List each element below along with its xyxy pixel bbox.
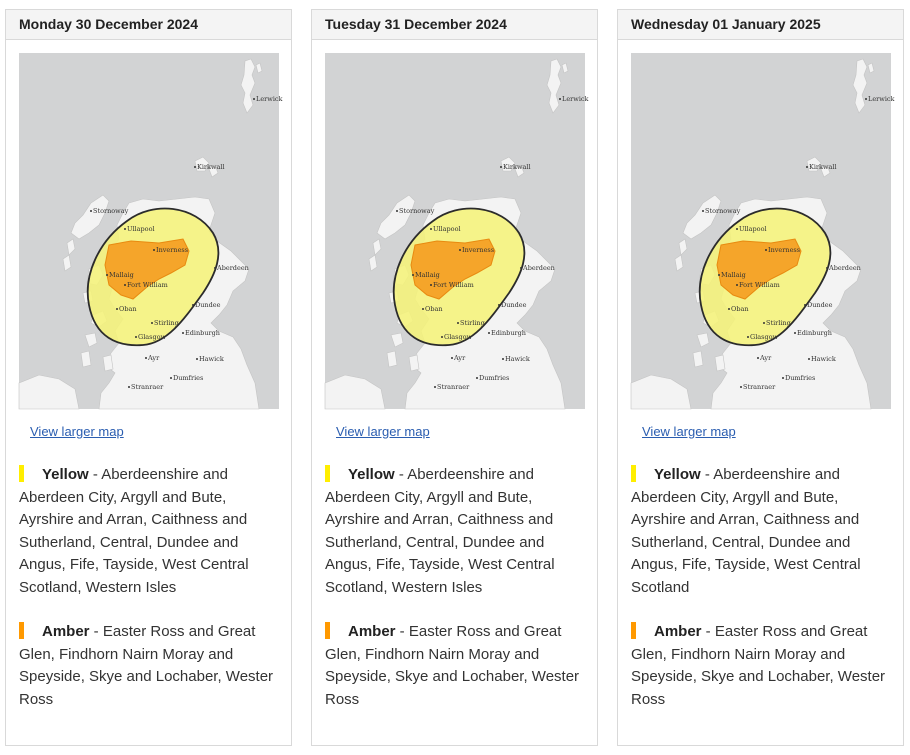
place-label: Kirkwall bbox=[809, 163, 837, 171]
place-label: Inverness bbox=[156, 246, 189, 254]
place-label: Stranraer bbox=[437, 383, 470, 391]
place-label: Stirling bbox=[460, 319, 485, 327]
place-label: Fort William bbox=[739, 281, 780, 289]
amber-level-swatch bbox=[631, 622, 636, 639]
place-label: Aberdeen bbox=[217, 264, 249, 272]
amber-level-swatch bbox=[19, 622, 24, 639]
place-label: Stornoway bbox=[705, 207, 741, 215]
day-date-heading: Tuesday 31 December 2024 bbox=[312, 10, 597, 40]
warning-day-card bbox=[311, 9, 598, 746]
place-label: Edinburgh bbox=[185, 329, 220, 337]
place-label: Hawick bbox=[505, 355, 530, 363]
yellow-warning-regions bbox=[325, 464, 583, 599]
place-label: Inverness bbox=[768, 246, 801, 254]
place-label: Dumfries bbox=[173, 374, 204, 382]
place-label: Stirling bbox=[766, 319, 791, 327]
yellow-level-label: Yellow bbox=[42, 466, 89, 483]
place-label: Stornoway bbox=[93, 207, 129, 215]
yellow-level-swatch bbox=[325, 465, 330, 482]
amber-warning-regions bbox=[325, 621, 583, 711]
yellow-level-swatch bbox=[19, 465, 24, 482]
amber-warning-regions bbox=[631, 621, 889, 711]
place-label: Stranraer bbox=[743, 383, 776, 391]
place-label: Ayr bbox=[148, 354, 160, 362]
place-label: Aberdeen bbox=[829, 264, 861, 272]
place-label: Oban bbox=[119, 305, 137, 313]
warning-day-card bbox=[5, 9, 292, 746]
yellow-region-list: - Aberdeenshire and Aberdeen City, Argyll and Bute, Ayrshire and Arran, Caithness and Sutherland, Central, Dundee and Angus, Fife, Tayside, West Central Scotland bbox=[631, 466, 861, 596]
place-label: Oban bbox=[731, 305, 749, 313]
view-larger-map-link[interactable]: View larger map bbox=[30, 424, 124, 439]
amber-level-swatch bbox=[325, 622, 330, 639]
yellow-level-label: Yellow bbox=[654, 466, 701, 483]
place-label: Ayr bbox=[760, 354, 772, 362]
amber-warning-regions bbox=[19, 621, 277, 711]
amber-region-list: - Easter Ross and Great Glen, Findhorn Nairn Moray and Speyside, Skye and Lochaber, Wester Ross bbox=[325, 623, 580, 708]
place-label: Inverness bbox=[462, 246, 495, 254]
place-label: Mallaig bbox=[721, 271, 746, 279]
place-label: Dundee bbox=[807, 301, 833, 309]
place-label: Mallaig bbox=[415, 271, 440, 279]
yellow-level-swatch bbox=[631, 465, 636, 482]
place-label: Hawick bbox=[199, 355, 224, 363]
place-label: Ullapool bbox=[433, 225, 461, 233]
place-label: Stirling bbox=[154, 319, 179, 327]
amber-level-label: Amber bbox=[654, 623, 702, 640]
place-label: Stornoway bbox=[399, 207, 435, 215]
warning-day-card bbox=[617, 9, 904, 746]
place-label: Ayr bbox=[454, 354, 466, 362]
view-larger-map-link[interactable]: View larger map bbox=[642, 424, 736, 439]
place-label: Lerwick bbox=[868, 95, 895, 103]
place-label: Lerwick bbox=[256, 95, 283, 103]
yellow-warning-regions bbox=[631, 464, 889, 599]
place-label: Ullapool bbox=[127, 225, 155, 233]
place-label: Dumfries bbox=[479, 374, 510, 382]
yellow-warning-regions bbox=[19, 464, 277, 599]
place-label: Edinburgh bbox=[797, 329, 832, 337]
place-label: Glasgow bbox=[444, 333, 473, 341]
place-label: Fort William bbox=[127, 281, 168, 289]
place-label: Edinburgh bbox=[491, 329, 526, 337]
place-label: Kirkwall bbox=[503, 163, 531, 171]
place-label: Dundee bbox=[195, 301, 221, 309]
amber-level-label: Amber bbox=[42, 623, 90, 640]
place-label: Mallaig bbox=[109, 271, 134, 279]
yellow-region-list: - Aberdeenshire and Aberdeen City, Argyll and Bute, Ayrshire and Arran, Caithness and Sutherland, Central, Dundee and Angus, Fife, Tayside, West Central Scotland, Western Isles bbox=[19, 466, 249, 596]
amber-level-label: Amber bbox=[348, 623, 396, 640]
place-label: Lerwick bbox=[562, 95, 589, 103]
place-label: Glasgow bbox=[750, 333, 779, 341]
place-label: Oban bbox=[425, 305, 443, 313]
place-label: Hawick bbox=[811, 355, 836, 363]
yellow-region-list: - Aberdeenshire and Aberdeen City, Argyll and Bute, Ayrshire and Arran, Caithness and Sutherland, Central, Dundee and Angus, Fife, Tayside, West Central Scotland, Western Isles bbox=[325, 466, 555, 596]
amber-region-list: - Easter Ross and Great Glen, Findhorn Nairn Moray and Speyside, Skye and Lochaber, Wester Ross bbox=[19, 623, 274, 708]
place-label: Dundee bbox=[501, 301, 527, 309]
place-label: Kirkwall bbox=[197, 163, 225, 171]
view-larger-map-link[interactable]: View larger map bbox=[336, 424, 430, 439]
place-label: Ullapool bbox=[739, 225, 767, 233]
place-label: Glasgow bbox=[138, 333, 167, 341]
place-label: Fort William bbox=[433, 281, 474, 289]
amber-region-list: - Easter Ross and Great Glen, Findhorn Nairn Moray and Speyside, Skye and Lochaber, Wester Ross bbox=[631, 623, 886, 708]
place-label: Dumfries bbox=[785, 374, 816, 382]
place-label: Aberdeen bbox=[523, 264, 555, 272]
warning-area-map[interactable] bbox=[631, 53, 895, 409]
yellow-level-label: Yellow bbox=[348, 466, 395, 483]
place-label: Stranraer bbox=[131, 383, 164, 391]
day-date-heading: Monday 30 December 2024 bbox=[6, 10, 291, 40]
warning-area-map[interactable] bbox=[19, 53, 283, 409]
warning-area-map[interactable] bbox=[325, 53, 589, 409]
day-date-heading: Wednesday 01 January 2025 bbox=[618, 10, 903, 40]
